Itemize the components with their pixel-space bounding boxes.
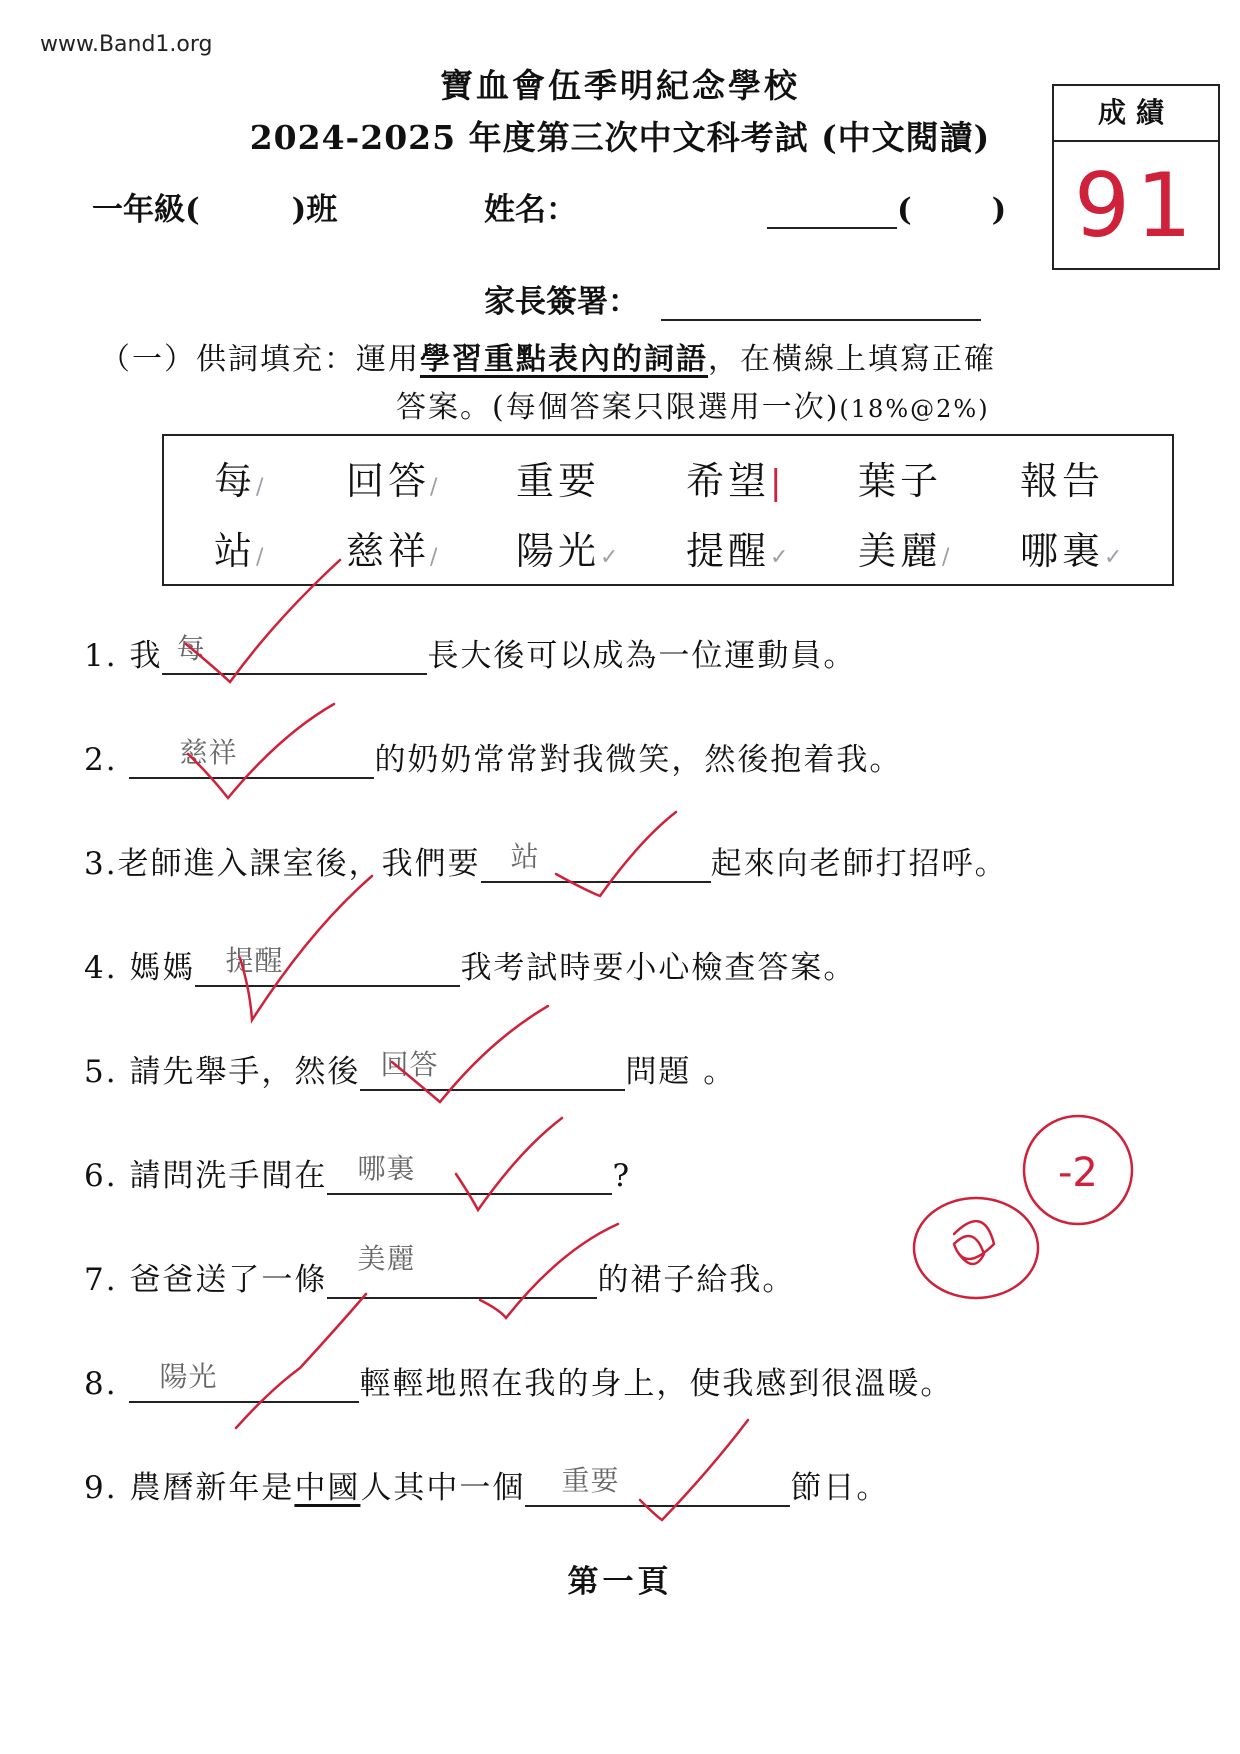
school-name: 寶血會伍季明紀念學校 (440, 66, 800, 105)
question-4: 4. 媽媽 提醒 我考試時要小心檢查答案。 (84, 942, 856, 987)
word-bank-item: 慈祥/ (346, 529, 442, 573)
answer-8: 陽光 (159, 1360, 218, 1393)
deduction-score: -2 (1058, 1150, 1098, 1196)
answer-5: 回答 (380, 1048, 439, 1081)
answer-7: 美麗 (357, 1242, 416, 1275)
question-1: 1. 我 每 長大後可以成為一位運動員。 (84, 630, 856, 675)
answer-2: 慈祥 (179, 736, 238, 769)
section-rule: 答案。(每個答案只限選用一次) (396, 390, 840, 425)
site-watermark: www.Band1.org (40, 32, 213, 57)
check-mark (240, 876, 372, 1020)
question-8: 8. 陽光 輕輕地照在我的身上，使我感到很溫暖。 (84, 1358, 953, 1403)
exam-title: 2024-2025 年度第三次中文科考試 (中文閱讀) (249, 118, 991, 157)
section-heading-rest: ，在橫線上填寫正確 (708, 342, 996, 377)
question-2: 2. 慈祥 的奶奶常常對我微笑，然後抱着我。 (84, 734, 902, 779)
question-5: 5. 請先舉手，然後 回答 問題 。 (84, 1046, 736, 1091)
question-9: 9. 農曆新年是中國人其中一個 重要 節日。 (84, 1462, 889, 1507)
word-bank-item: 葉子 (858, 459, 943, 503)
score-value: 91 (1074, 154, 1198, 257)
underlined-word: 中國 (294, 1470, 361, 1506)
question-7: 7. 爸爸送了一條 美麗 的裙子給我。 (84, 1254, 795, 1299)
question-3: 3.老師進入課室後，我們要 站 起來向老師打招呼。 (84, 838, 1008, 883)
answer-3: 站 (510, 840, 540, 873)
check-mark (236, 1294, 366, 1428)
section-marks: (18%@2%) (839, 395, 990, 423)
word-bank-item: 陽光✓ (516, 529, 623, 573)
class-number-open: ( (897, 192, 912, 228)
word-bank-item: 站/ (214, 529, 268, 573)
answer-9: 重要 (561, 1464, 620, 1497)
check-mark (392, 1006, 548, 1102)
word-bank-item: 報告 (1020, 459, 1105, 503)
check-mark (186, 560, 340, 682)
scribble-mark (954, 1221, 994, 1264)
deduction-circle (914, 1198, 1038, 1298)
word-bank-item: 重要 (516, 459, 601, 503)
section-keyword: 學習重點表內的詞語 (420, 342, 708, 377)
score-label: 成績 (1054, 86, 1218, 142)
name-label: 姓名： (484, 192, 577, 228)
answer-4: 提醒 (225, 944, 284, 977)
word-bank-item: 提醒✓ (686, 529, 793, 573)
grade-label: 一年級( (92, 192, 200, 228)
check-mark (480, 1224, 618, 1318)
check-mark (188, 704, 334, 798)
answer-6: 哪裏 (357, 1152, 416, 1185)
parent-signature-label: 家長簽署： (484, 284, 639, 320)
word-bank-item: 每/ (214, 459, 268, 503)
answer-1: 每 (176, 632, 206, 665)
check-mark (640, 1420, 748, 1520)
check-mark (556, 812, 676, 896)
word-bank-item: 哪裏✓ (1020, 529, 1127, 573)
check-mark (456, 1118, 562, 1210)
page-number: 第一頁 (567, 1564, 673, 1600)
section-heading: （一）供詞填充：運用 (100, 342, 420, 377)
class-label: )班 (291, 192, 338, 228)
word-bank-item: 美麗/ (858, 529, 954, 573)
class-number-close: ) (991, 192, 1007, 228)
word-bank-item: 希望| (686, 459, 786, 503)
question-6: 6. 請問洗手間在 哪裏 ? (84, 1150, 631, 1195)
word-bank-item: 回答/ (346, 459, 442, 503)
